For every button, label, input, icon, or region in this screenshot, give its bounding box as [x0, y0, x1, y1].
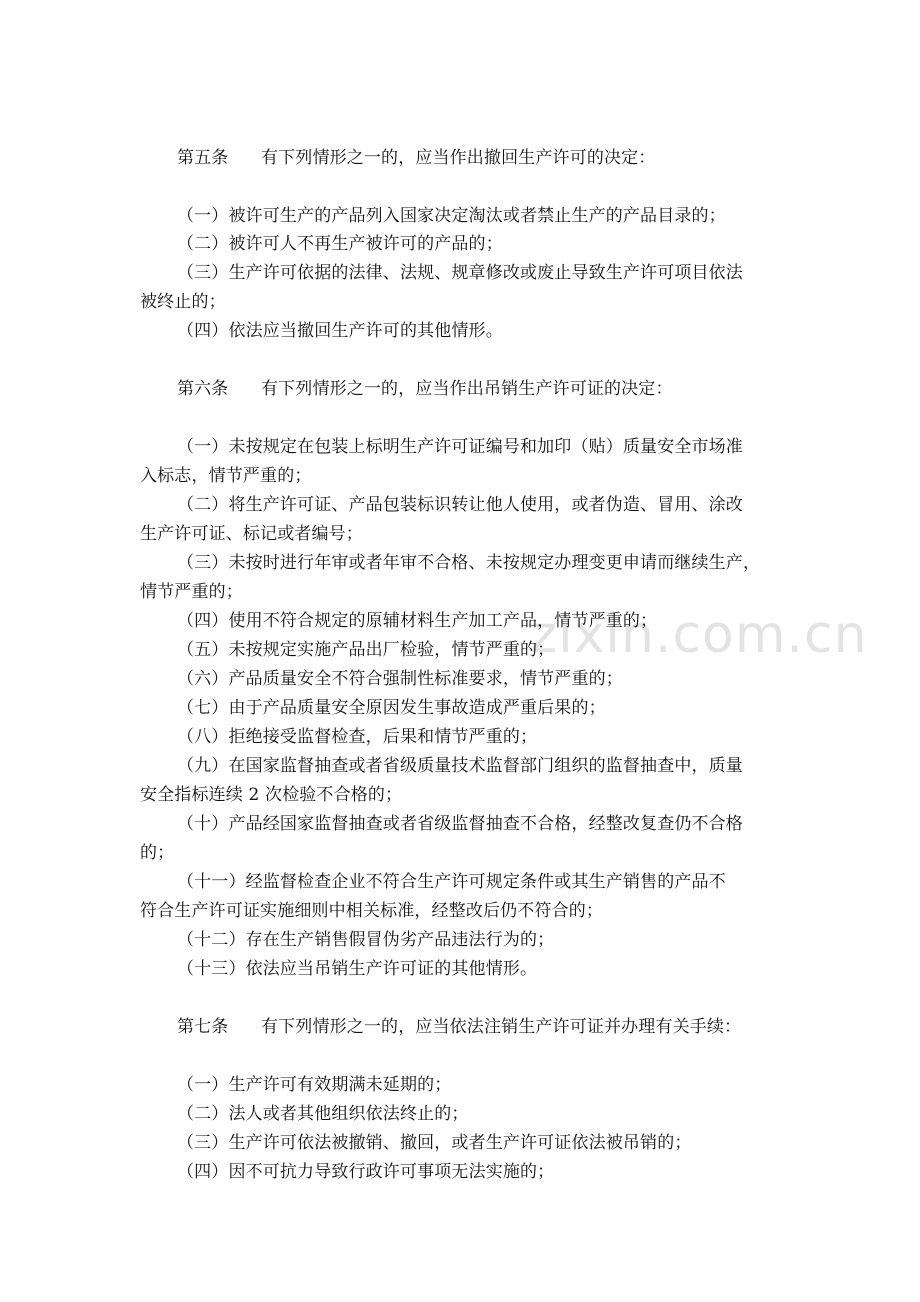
article-6-item-9-line-2: 安全指标连续 2 次检验不合格的； [140, 785, 403, 805]
article-5-number: 第五条 [177, 148, 229, 168]
article-5-item-4: （四）依法应当撤回生产许可的其他情形。 [177, 321, 503, 341]
article-7-item-3: （三）生产许可依法被撤销、撤回，或者生产许可证依法被吊销的； [177, 1133, 692, 1153]
article-6-item-2-line-2: 生产许可证、标记或者编号； [140, 524, 363, 544]
article-5-item-1: （一）被许可生产的产品列入国家决定淘汰或者禁止生产的产品目录的； [177, 206, 726, 226]
article-6-item-5: （五）未按规定实施产品出厂检验，情节严重的； [177, 640, 555, 660]
article-6-number: 第六条 [177, 379, 229, 399]
watermark: zixin.com.cn [530, 605, 868, 665]
article-5-item-2: （二）被许可人不再生产被许可的产品的； [177, 234, 503, 254]
article-6-heading [177, 377, 827, 401]
article-6-item-8: （八）拒绝接受监督检查，后果和情节严重的； [177, 727, 538, 747]
article-6-item-9-line-1: （九）在国家监督抽查或者省级质量技术监督部门组织的监督抽查中，质量 [177, 756, 743, 776]
article-5-item-3-line-2: 被终止的； [140, 292, 226, 312]
article-6-item-10-line-1: （十）产品经国家监督抽查或者省级监督抽查不合格，经整改复查仍不合格 [177, 814, 743, 834]
article-6-intro: 有下列情形之一的，应当作出吊销生产许可证的决定： [261, 379, 673, 399]
article-6-item-4: （四）使用不符合规定的原辅材料生产加工产品，情节严重的； [177, 611, 658, 631]
article-7-intro: 有下列情形之一的，应当依法注销生产许可证并办理有关手续： [261, 1017, 742, 1037]
article-6-item-11-line-1: （十一）经监督检查企业不符合生产许可规定条件或其生产销售的产品不 [177, 872, 726, 892]
article-7-item-4: （四）因不可抗力导致行政许可事项无法实施的； [177, 1162, 555, 1182]
article-6-item-3-line-2: 情节严重的； [140, 582, 243, 602]
article-6-item-11-line-2: 符合生产许可证实施细则中相关标准，经整改后仍不符合的； [140, 901, 604, 921]
article-6-item-13: （十三）依法应当吊销生产许可证的其他情形。 [177, 959, 538, 979]
article-7-number: 第七条 [177, 1017, 229, 1037]
article-5-intro: 有下列情形之一的，应当作出撤回生产许可的决定： [261, 148, 656, 168]
article-7-item-1: （一）生产许可有效期满未延期的； [177, 1075, 452, 1095]
article-6-item-10-line-2: 的； [140, 843, 175, 863]
article-5-item-3-line-1: （三）生产许可依据的法律、法规、规章修改或废止导致生产许可项目依法 [177, 263, 743, 283]
article-6-item-1-line-2: 入标志，情节严重的； [140, 466, 312, 486]
article-7-item-2: （二）法人或者其他组织依法终止的； [177, 1104, 469, 1124]
article-6-item-7: （七）由于产品质量安全原因发生事故造成严重后果的； [177, 698, 606, 718]
article-6-item-1-line-1: （一）未按规定在包装上标明生产许可证编号和加印（贴）质量安全市场准 [177, 437, 743, 457]
article-6-item-12: （十二）存在生产销售假冒伪劣产品违法行为的； [177, 930, 555, 950]
article-6-item-6: （六）产品质量安全不符合强制性标准要求，情节严重的； [177, 669, 623, 689]
article-6-item-2-line-1: （二）将生产许可证、产品包装标识转让他人使用，或者伪造、冒用、涂改 [177, 495, 743, 515]
article-6-item-3-line-1: （三）未按时进行年审或者年审不合格、未按规定办理变更申请而继续生产， [177, 553, 761, 573]
article-5-heading [177, 146, 827, 170]
article-7-heading [177, 1015, 827, 1039]
